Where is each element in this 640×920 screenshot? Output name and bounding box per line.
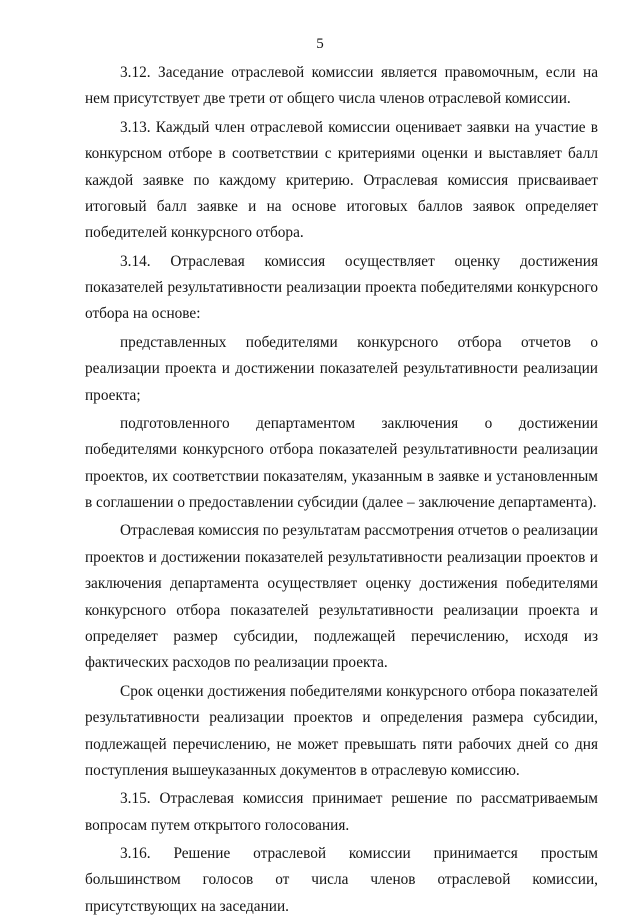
page-number: 5 (316, 36, 324, 52)
paragraph-3-13: 3.13. Каждый член отраслевой комиссии оценивает заявки на участие в конкурсном отборе в соответствии с критериями оценки и выставляет балл каждой заявке по каждому критерию. Отраслевая комиссия присваивает итоговый балл заявке и на основе итоговых баллов заявок определяет победителей конкурсного отбора. (85, 118, 598, 242)
paragraph-3-16: 3.16. Решение отраслевой комиссии принимается простым большинством голосов от числа членов отраслевой комиссии, присутствующих на заседании. (85, 844, 598, 915)
paragraph-commission-assessment: Отраслевая комиссия по результатам рассмотрения отчетов о реализации проектов и достижении показателей результативности реализации проектов и заключения департамента осуществляет оценку достижения победителями конкурсного отбора показателей результативности реализации проекта и определяет размер субсидии, подлежащей перечислению, исходя из фактических расходов по реализации проекта. (85, 522, 598, 672)
paragraph-3-12: 3.12. Заседание отраслевой комиссии является правомочным, если на нем присутствует две трети от общего числа членов отраслевой комиссии. (85, 64, 598, 108)
paragraph-3-14: 3.14. Отраслевая комиссия осуществляет оценку достижения показателей результативности реализации проекта победителями конкурсного отбора на основе: (85, 252, 598, 323)
paragraph-3-14-item-conclusion: подготовленного департаментом заключения о достижении победителями конкурсного отбора показателей результативности реализации проектов, их соответствии показателям, указанным в заявке и установленным в соглашении о предоставлении субсидии (далее – заключение департамента). (85, 414, 598, 512)
paragraph-3-14-item-reports: представленных победителями конкурсного отбора отчетов о реализации проекта и достижении показателей результативности реализации проекта; (85, 333, 598, 404)
paragraph-3-15: 3.15. Отраслевая комиссия принимает решение по рассматриваемым вопросам путем открытого голосования. (85, 790, 598, 834)
paragraph-assessment-deadline: Срок оценки достижения победителями конкурсного отбора показателей результативности реализации проектов и определения размера субсидии, подлежащей перечислению, не может превышать пяти рабочих дней со дня поступления вышеуказанных документов в отраслевую комиссию. (85, 682, 598, 779)
document-body (85, 60, 598, 920)
